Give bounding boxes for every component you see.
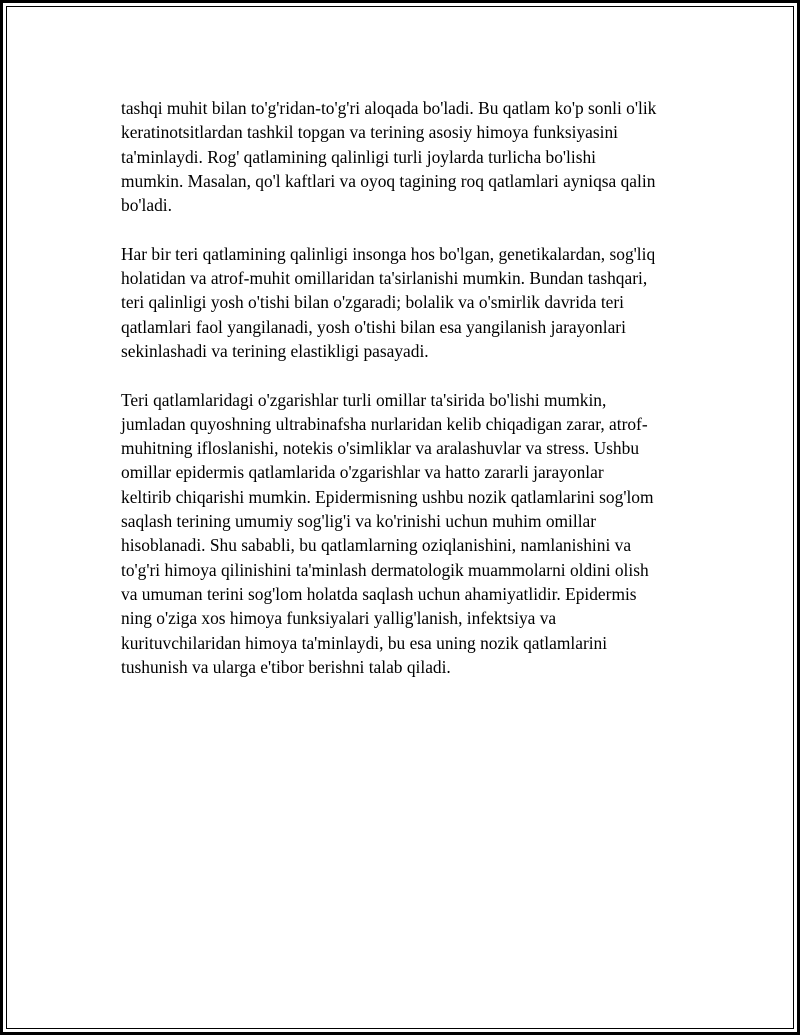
- paragraph-2: Har bir teri qatlamining qalinligi insonga hos bo'lgan, genetikalardan, sog'liq holatidan va atrof-muhit omillaridan ta'sirlanishi mumkin. Bundan tashqari, teri qalinligi yosh o'tishi bilan o'zgaradi; bolalik va o'smirlik davrida teri qatlamlari faol yangilanadi, yosh o'tishi bilan esa yangilanish jarayonlari sekinlashadi va terining elastikligi pasayadi.: [121, 243, 656, 361]
- paragraph-3: Teri qatlamlaridagi o'zgarishlar turli omillar ta'sirida bo'lishi mumkin, jumladan quyoshning ultrabinafsha nurlaridan kelib chiqadigan zarar, atrof- muhitning ifloslanishi, notekis o'simliklar va aralashuvlar va stress. Ushbu omillar epidermis qatlamlarida o'zgarishlar va hatto zararli jarayonlar keltirib chiqarishi mumkin. Epidermisning ushbu nozik qatlamlarini sog'lom saqlash terining umumiy sog'lig'i va ko'rinishi uchun muhim omillar hisoblanadi. Shu sababli, bu qatlamlarning oziqlanishini, namlanishini va to'g'ri himoya qilinishini ta'minlash dermatologik muammolarni oldini olish va umuman terini sog'lom holatda saqlash uchun ahamiyatlidir. Epidermis ning o'ziga xos himoya funksiyalari yallig'lanish, infektsiya va kurituvchilaridan himoya ta'minlaydi, bu esa uning nozik qatlamlarini tushunish va ularga e'tibor berishni talab qiladi.: [121, 389, 654, 677]
- paragraph-1: tashqi muhit bilan to'g'ridan-to'g'ri aloqada bo'ladi. Bu qatlam ko'p sonli o'lik keratinotsitlardan tashkil topgan va terining asosiy himoya funksiyasini ta'minlaydi. Rog' qatlamining qalinligi turli joylarda turlicha bo'lishi mumkin. Masalan, qo'l kaftlari va oyoq tagining roq qatlamlari ayniqsa qalin bo'ladi.: [121, 98, 657, 216]
- document-body: [121, 96, 696, 703]
